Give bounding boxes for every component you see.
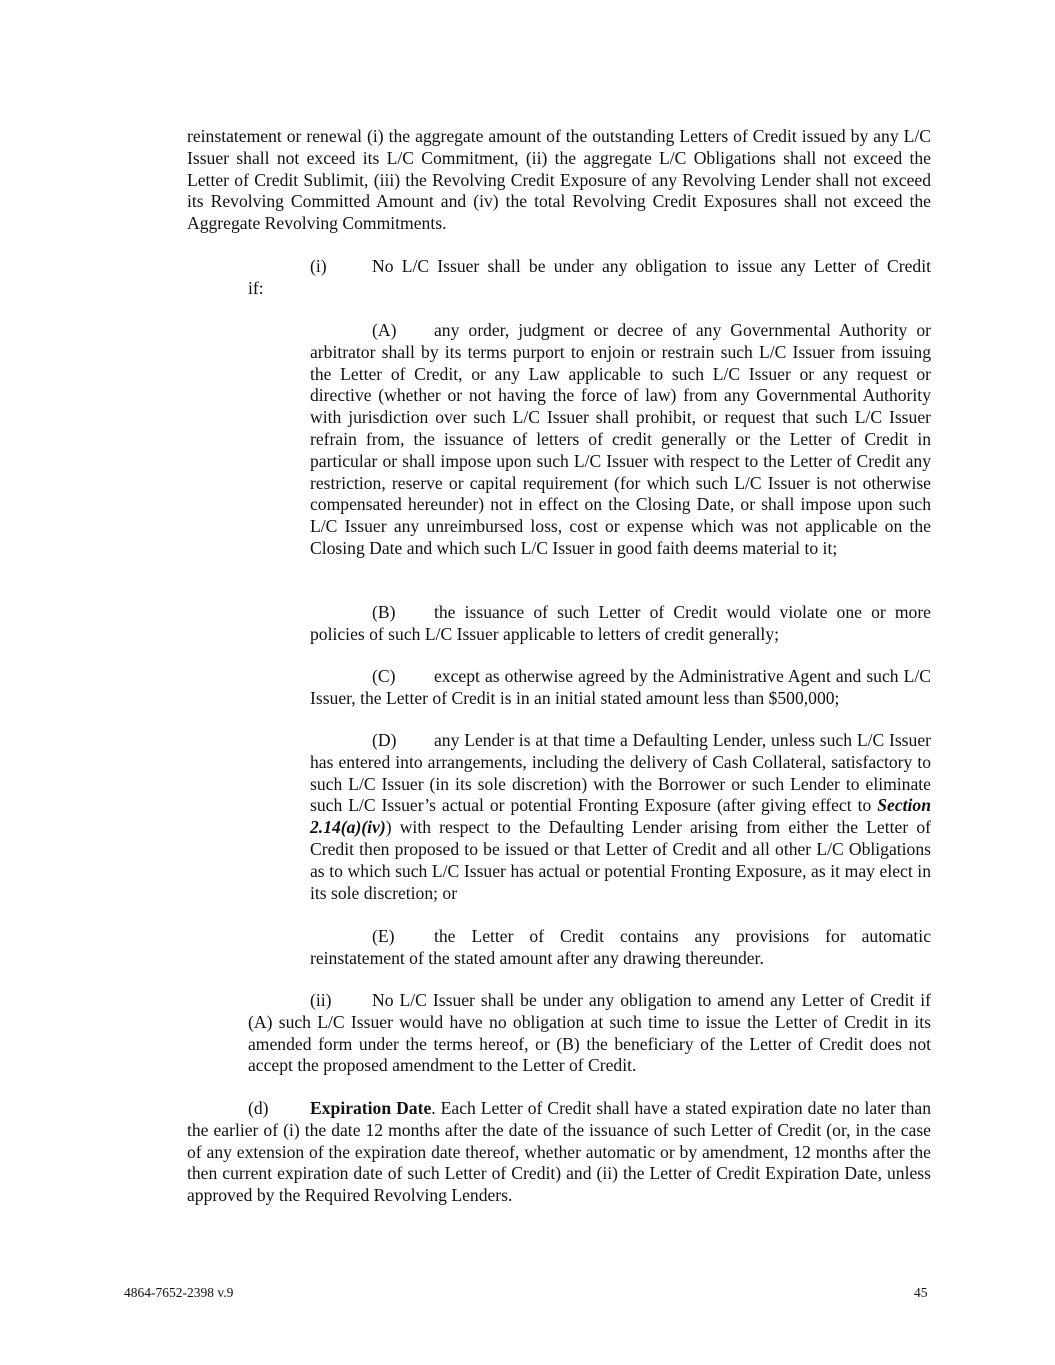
item-ii-label: (ii) bbox=[310, 990, 332, 1010]
item-d-text: . Each Letter of Credit shall have a stated expiration date no later than the earlier of (i) the date 12 months after the date of the issuance of such Letter of Credit (or, in the case of any extension of the expiration date thereof, whether automatic or by amendment, 12 months after the then current expiration date of such Letter of Credit) and (ii) the Letter of Credit Expiration Date, unless approved by the Required Revolving Lenders. bbox=[187, 1098, 931, 1206]
sub-b-paragraph bbox=[310, 602, 931, 646]
sub-d-label: (D) bbox=[372, 730, 397, 750]
intro-text: reinstatement or renewal (i) the aggregate amount of the outstanding Letters of Credit issued by any L/C Issuer shall not exceed its L/C Commitment, (ii) the aggregate L/C Obligations shall not exceed the Letter of Credit Sublimit, (iii) the Revolving Credit Exposure of any Revolving Lender shall not exceed its Revolving Committed Amount and (iv) the total Revolving Credit Exposures shall not exceed the Aggregate Revolving Commitments. bbox=[187, 126, 931, 234]
item-i-tail: if: bbox=[248, 278, 264, 298]
sub-a-text: any order, judgment or decree of any Governmental Authority or arbitrator shall by its terms purport to enjoin or restrain such L/C Issuer from issuing the Letter of Credit, or any Law applicable to such L/C Issuer or any request or directive (whether or not having the force of law) from any Governmental Authority with jurisdiction over such L/C Issuer shall prohibit, or request that such L/C Issuer refrain from, the issuance of letters of credit generally or the Letter of Credit in particular or shall impose upon such L/C Issuer with respect to the Letter of Credit any restriction, reserve or capital requirement (for which such L/C Issuer is not otherwise compensated hereunder) not in effect on the Closing Date, or shall impose upon such L/C Issuer any unreimbursed loss, cost or expense which was not applicable on the Closing Date and which such L/C Issuer in good faith deems material to it; bbox=[310, 320, 931, 558]
sub-d-text-before: any Lender is at that time a Defaulting Lender, unless such L/C Issuer has entered into arrangements, including the delivery of Cash Collateral, satisfactory to such L/C Issuer (in its sole discretion) with the Borrower or such Lender to eliminate such L/C Issuer’s actual or potential Fronting Exposure (after giving effect to bbox=[310, 730, 931, 816]
sub-e-paragraph bbox=[310, 926, 931, 970]
item-d-heading: Expiration Date bbox=[310, 1098, 432, 1118]
sub-c-text: except as otherwise agreed by the Administrative Agent and such L/C Issuer, the Letter of Credit is in an initial stated amount less than $500,000; bbox=[310, 666, 931, 708]
item-ii-text: No L/C Issuer shall be under any obligation to amend any Letter of Credit if (A) such L/C Issuer would have no obligation at such time to issue the Letter of Credit in its amended form under the terms hereof, or (B) the beneficiary of the Letter of Credit does not accept the proposed amendment to the Letter of Credit. bbox=[248, 990, 931, 1076]
footer-doc-id: 4864-7652-2398 v.9 bbox=[124, 1285, 234, 1300]
item-i-label: (i) bbox=[310, 256, 327, 276]
sub-e-label: (E) bbox=[372, 926, 395, 946]
sub-c-paragraph bbox=[310, 666, 931, 710]
footer-page-number: 45 bbox=[914, 1285, 928, 1300]
sub-c-label: (C) bbox=[372, 666, 396, 686]
sub-a-label: (A) bbox=[372, 320, 397, 340]
sub-e-text: the Letter of Credit contains any provisions for automatic reinstatement of the stated amount after any drawing thereunder. bbox=[310, 926, 931, 968]
item-d-label: (d) bbox=[248, 1098, 269, 1118]
intro-paragraph bbox=[187, 126, 931, 235]
sub-d-text-after: ) with respect to the Defaulting Lender arising from either the Letter of Credit then proposed to be issued or that Letter of Credit and all other L/C Obligations as to which such L/C Issuer has actual or potential Fronting Exposure, as it may elect in its sole discretion; or bbox=[310, 817, 931, 903]
sub-d-paragraph bbox=[310, 730, 931, 904]
sub-a-paragraph bbox=[310, 320, 931, 560]
item-i-first-line bbox=[310, 256, 931, 278]
sub-b-text: the issuance of such Letter of Credit would violate one or more policies of such L/C Issuer applicable to letters of credit generally; bbox=[310, 602, 931, 644]
sub-b-label: (B) bbox=[372, 602, 396, 622]
item-ii-paragraph bbox=[248, 990, 931, 1077]
item-d-paragraph bbox=[187, 1098, 931, 1207]
section-reference: Section 2.14(a)(iv) bbox=[310, 795, 931, 838]
item-i-text: No L/C Issuer shall be under any obligation to issue any Letter of Credit bbox=[372, 256, 931, 276]
